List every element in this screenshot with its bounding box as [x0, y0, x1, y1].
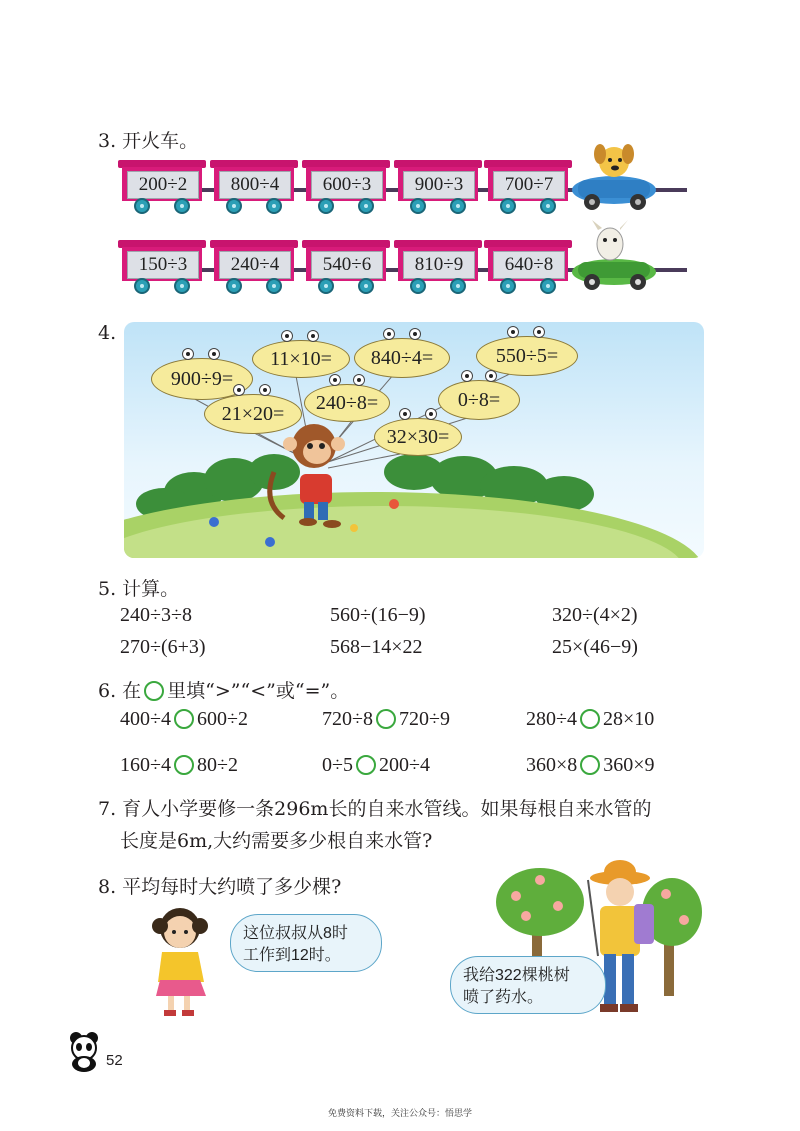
- blank-circle-icon: [144, 681, 164, 701]
- equation-balloon: [204, 394, 302, 434]
- q5-expression: 270÷(6+3): [120, 636, 206, 658]
- comparison: 280÷4 28×10: [526, 708, 655, 730]
- man-speech-line: 喷了药水。: [463, 989, 544, 1006]
- answer-circle[interactable]: [376, 709, 396, 729]
- q5-title: 5. 计算。: [98, 578, 180, 600]
- balloon-text: 11×10=: [270, 347, 332, 370]
- man-speech-bubble: [450, 956, 606, 1014]
- car-expression: 150÷3: [127, 251, 199, 279]
- comparison: 400÷4 600÷2: [120, 708, 248, 730]
- car-expression: 540÷6: [311, 251, 383, 279]
- comparison: 0÷5 200÷4: [322, 754, 430, 776]
- car-expression: 800÷4: [219, 171, 291, 199]
- train-car: [488, 160, 568, 214]
- answer-circle[interactable]: [580, 709, 600, 729]
- train-car: [122, 160, 202, 214]
- goat-car-illustration: [568, 218, 660, 296]
- comparison: 360×8 360×9: [526, 754, 655, 776]
- car-expression: 240÷4: [219, 251, 291, 279]
- train-car: [214, 240, 294, 294]
- q5-expression: 25×(46−9): [552, 636, 638, 658]
- car-expression: 640÷8: [493, 251, 565, 279]
- balloon-text: 21×20=: [221, 402, 285, 425]
- balloon-text: 0÷8=: [457, 388, 501, 411]
- answer-circle[interactable]: [174, 755, 194, 775]
- train-car: [214, 160, 294, 214]
- q5-expression: 240÷3÷8: [120, 604, 192, 626]
- train-car: [488, 240, 568, 294]
- equation-balloon: [374, 418, 462, 456]
- q5-expression: 320÷(4×2): [552, 604, 638, 626]
- girl-illustration: [148, 900, 218, 1020]
- train-car: [122, 240, 202, 294]
- q7-line2: 长度是6m,大约需要多少根自来水管?: [120, 830, 433, 852]
- car-expression: 900÷3: [403, 171, 475, 199]
- balloon-text: 550÷5=: [495, 344, 559, 367]
- equation-balloon: [252, 340, 350, 378]
- train-car: [398, 160, 478, 214]
- car-expression: 810÷9: [403, 251, 475, 279]
- train-car: [306, 160, 386, 214]
- balloon-text: 840÷4=: [370, 346, 434, 369]
- equation-balloon: [438, 380, 520, 420]
- page-number: 52: [106, 1052, 123, 1069]
- car-expression: 700÷7: [493, 171, 565, 199]
- q6-title: [98, 676, 349, 703]
- car-expression: 600÷3: [311, 171, 383, 199]
- girl-speech-bubble: [230, 914, 382, 972]
- answer-circle[interactable]: [174, 709, 194, 729]
- train-car: [306, 240, 386, 294]
- dog-car-illustration: [568, 140, 660, 216]
- q6-title-post: 里填“>”“<”或“=”。: [167, 680, 350, 702]
- q5-expression: 560÷(16−9): [330, 604, 426, 626]
- answer-circle[interactable]: [356, 755, 376, 775]
- q3-title: 3. 开火车。: [98, 130, 199, 152]
- girl-speech-line: 工作到12时。: [243, 947, 341, 964]
- equation-balloon: [354, 338, 450, 378]
- answer-circle[interactable]: [580, 755, 600, 775]
- equation-balloon: [304, 384, 390, 422]
- balloon-text: 900÷9=: [170, 367, 234, 390]
- panda-icon: [66, 1030, 102, 1072]
- girl-speech-line: 这位叔叔从8时: [243, 925, 348, 942]
- comparison: 160÷4 80÷2: [120, 754, 238, 776]
- car-expression: 200÷2: [127, 171, 199, 199]
- man-speech-line: 我给322棵桃树: [463, 967, 570, 984]
- balloon-text: 240÷8=: [315, 391, 379, 414]
- q4-number: 4.: [98, 322, 117, 344]
- q8-title: 8. 平均每时大约喷了多少棵?: [98, 876, 342, 898]
- q5-expression: 568−14×22: [330, 636, 423, 658]
- balloon-text: 32×30=: [386, 425, 450, 448]
- comparison: 720÷8 720÷9: [322, 708, 450, 730]
- q7-line1: 7. 育人小学要修一条296m长的自来水管线。如果每根自来水管的: [98, 798, 652, 820]
- monkey-balloons-scene: [124, 322, 704, 558]
- q6-title-pre: 6. 在: [98, 680, 142, 702]
- train-car: [398, 240, 478, 294]
- footer-watermark: 免费资料下载，关注公众号：悟思学: [327, 1109, 472, 1119]
